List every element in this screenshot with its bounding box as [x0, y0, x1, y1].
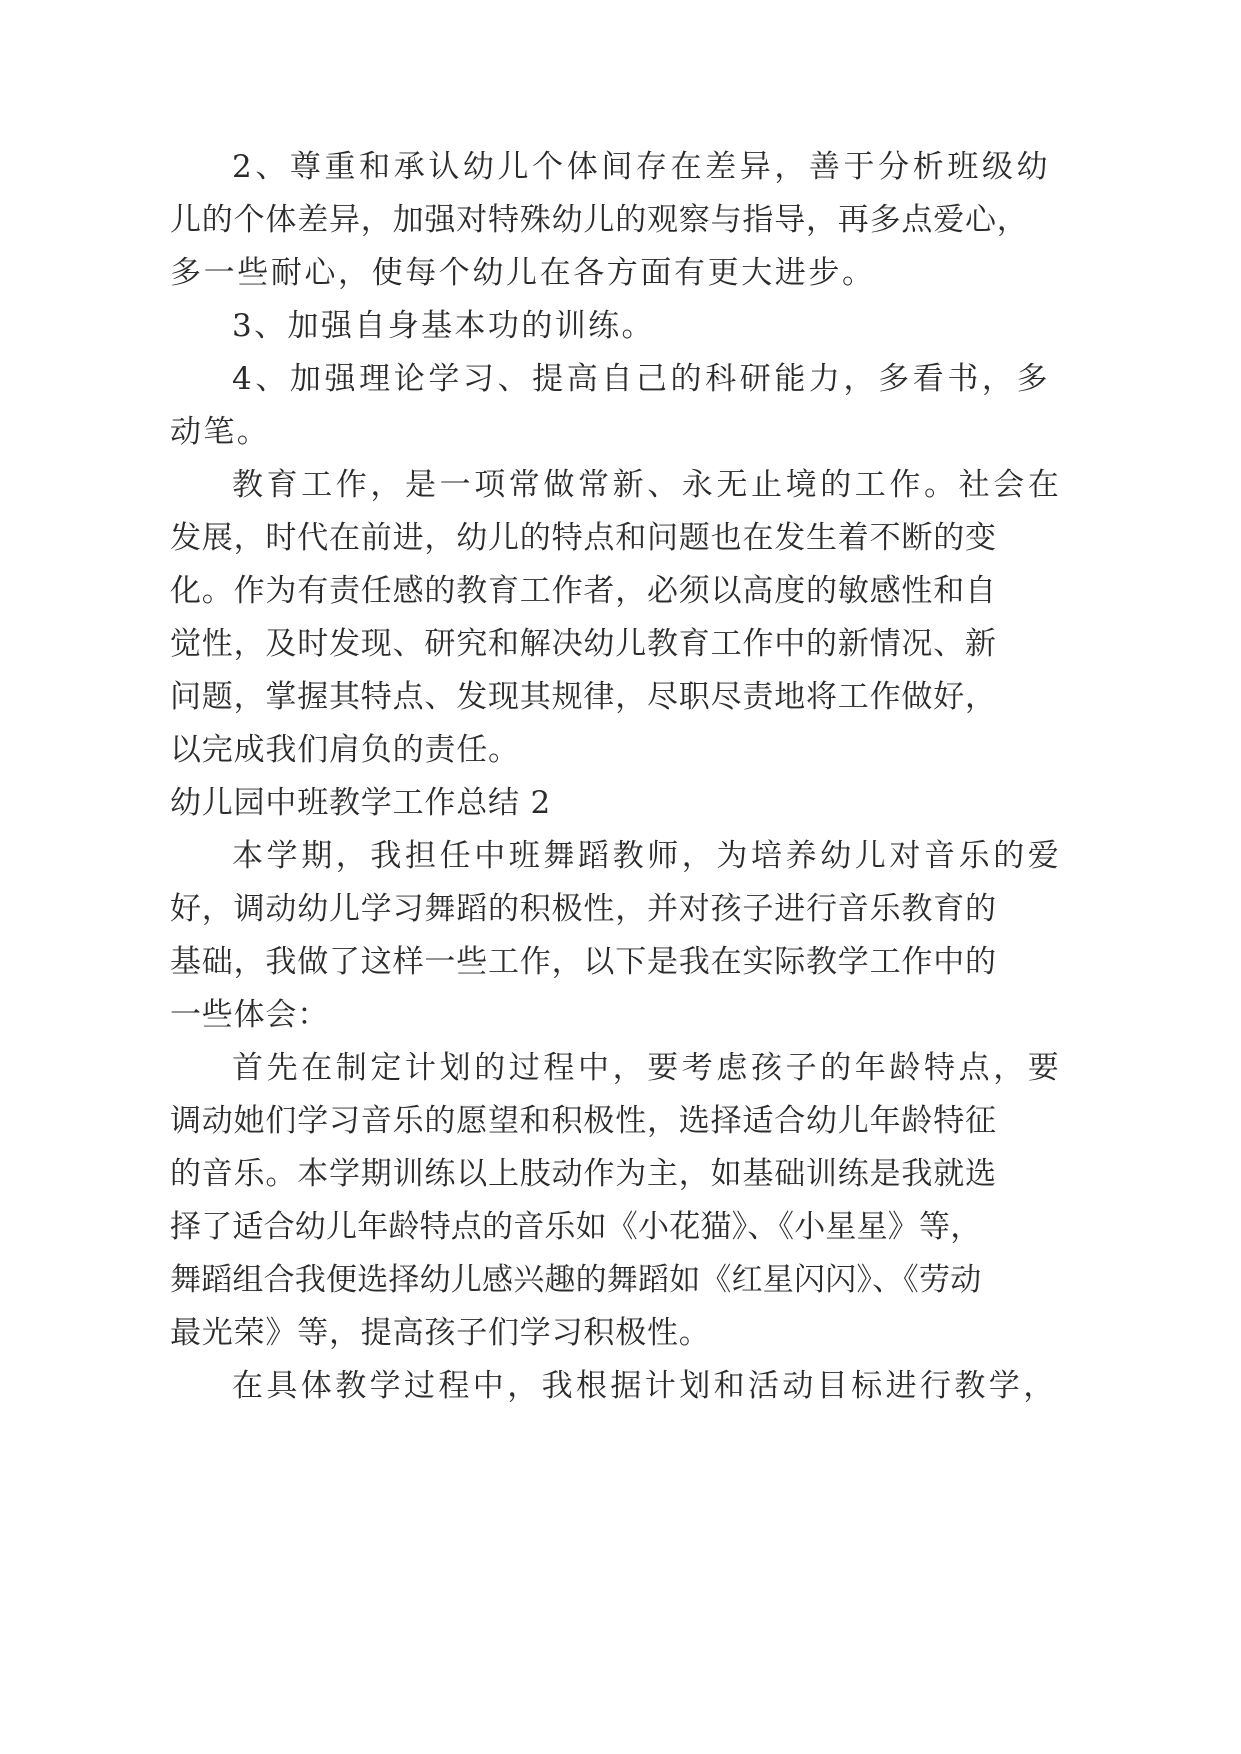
paragraph-line: 2、尊重和承认幼儿个体间存在差异，善于分析班级幼 — [232, 149, 1052, 185]
paragraph-line: 舞蹈组合我便选择幼儿感兴趣的舞蹈如《红星闪闪》、《劳动 — [170, 1262, 982, 1298]
paragraph-line: 发展，时代在前进，幼儿的特点和问题也在发生着不断的变 — [170, 520, 997, 556]
paragraph-line: 基础，我做了这样一些工作，以下是我在实际教学工作中的 — [170, 944, 997, 980]
paragraph-line: 觉性，及时发现、研究和解决幼儿教育工作中的新情况、新 — [170, 626, 997, 662]
paragraph-line: 儿的个体差异，加强对特殊幼儿的观察与指导，再多点爱心， — [170, 202, 1029, 238]
paragraph-line: 一些体会： — [170, 997, 329, 1033]
paragraph-line: 首先在制定计划的过程中，要考虑孩子的年龄特点，要 — [232, 1050, 1063, 1086]
paragraph-line: 动笔。 — [170, 414, 271, 450]
paragraph-line: 多一些耐心，使每个幼儿在各方面有更大进步。 — [170, 255, 876, 291]
paragraph-line: 教育工作，是一项常做常新、永无止境的工作。社会在 — [232, 467, 1063, 503]
paragraph-line: 好，调动幼儿学习舞蹈的积极性，并对孩子进行音乐教育的 — [170, 891, 997, 927]
paragraph-line: 在具体教学过程中，我根据计划和活动目标进行教学， — [232, 1368, 1058, 1404]
paragraph-line: 以完成我们肩负的责任。 — [170, 732, 520, 768]
paragraph-line: 3、加强自身基本功的训练。 — [232, 308, 655, 344]
section-heading: 幼儿园中班教学工作总结 2 — [170, 785, 551, 821]
paragraph-line: 调动她们学习音乐的愿望和积极性，选择适合幼儿年龄特征 — [170, 1103, 997, 1139]
paragraph-line: 问题，掌握其特点、发现其规律，尽职尽责地将工作做好， — [170, 679, 997, 715]
paragraph-line: 最光荣》等，提高孩子们学习积极性。 — [170, 1315, 711, 1351]
paragraph-line: 本学期，我担任中班舞蹈教师，为培养幼儿对音乐的爱 — [232, 838, 1063, 874]
paragraph-line: 4、加强理论学习、提高自己的科研能力，多看书，多 — [232, 361, 1052, 397]
paragraph-line: 化。作为有责任感的教育工作者，必须以高度的敏感性和自 — [170, 573, 997, 609]
paragraph-line: 择了适合幼儿年龄特点的音乐如《小花猫》、《小星星》等， — [170, 1209, 982, 1245]
paragraph-line: 的音乐。本学期训练以上肢动作为主，如基础训练是我就选 — [170, 1156, 997, 1192]
